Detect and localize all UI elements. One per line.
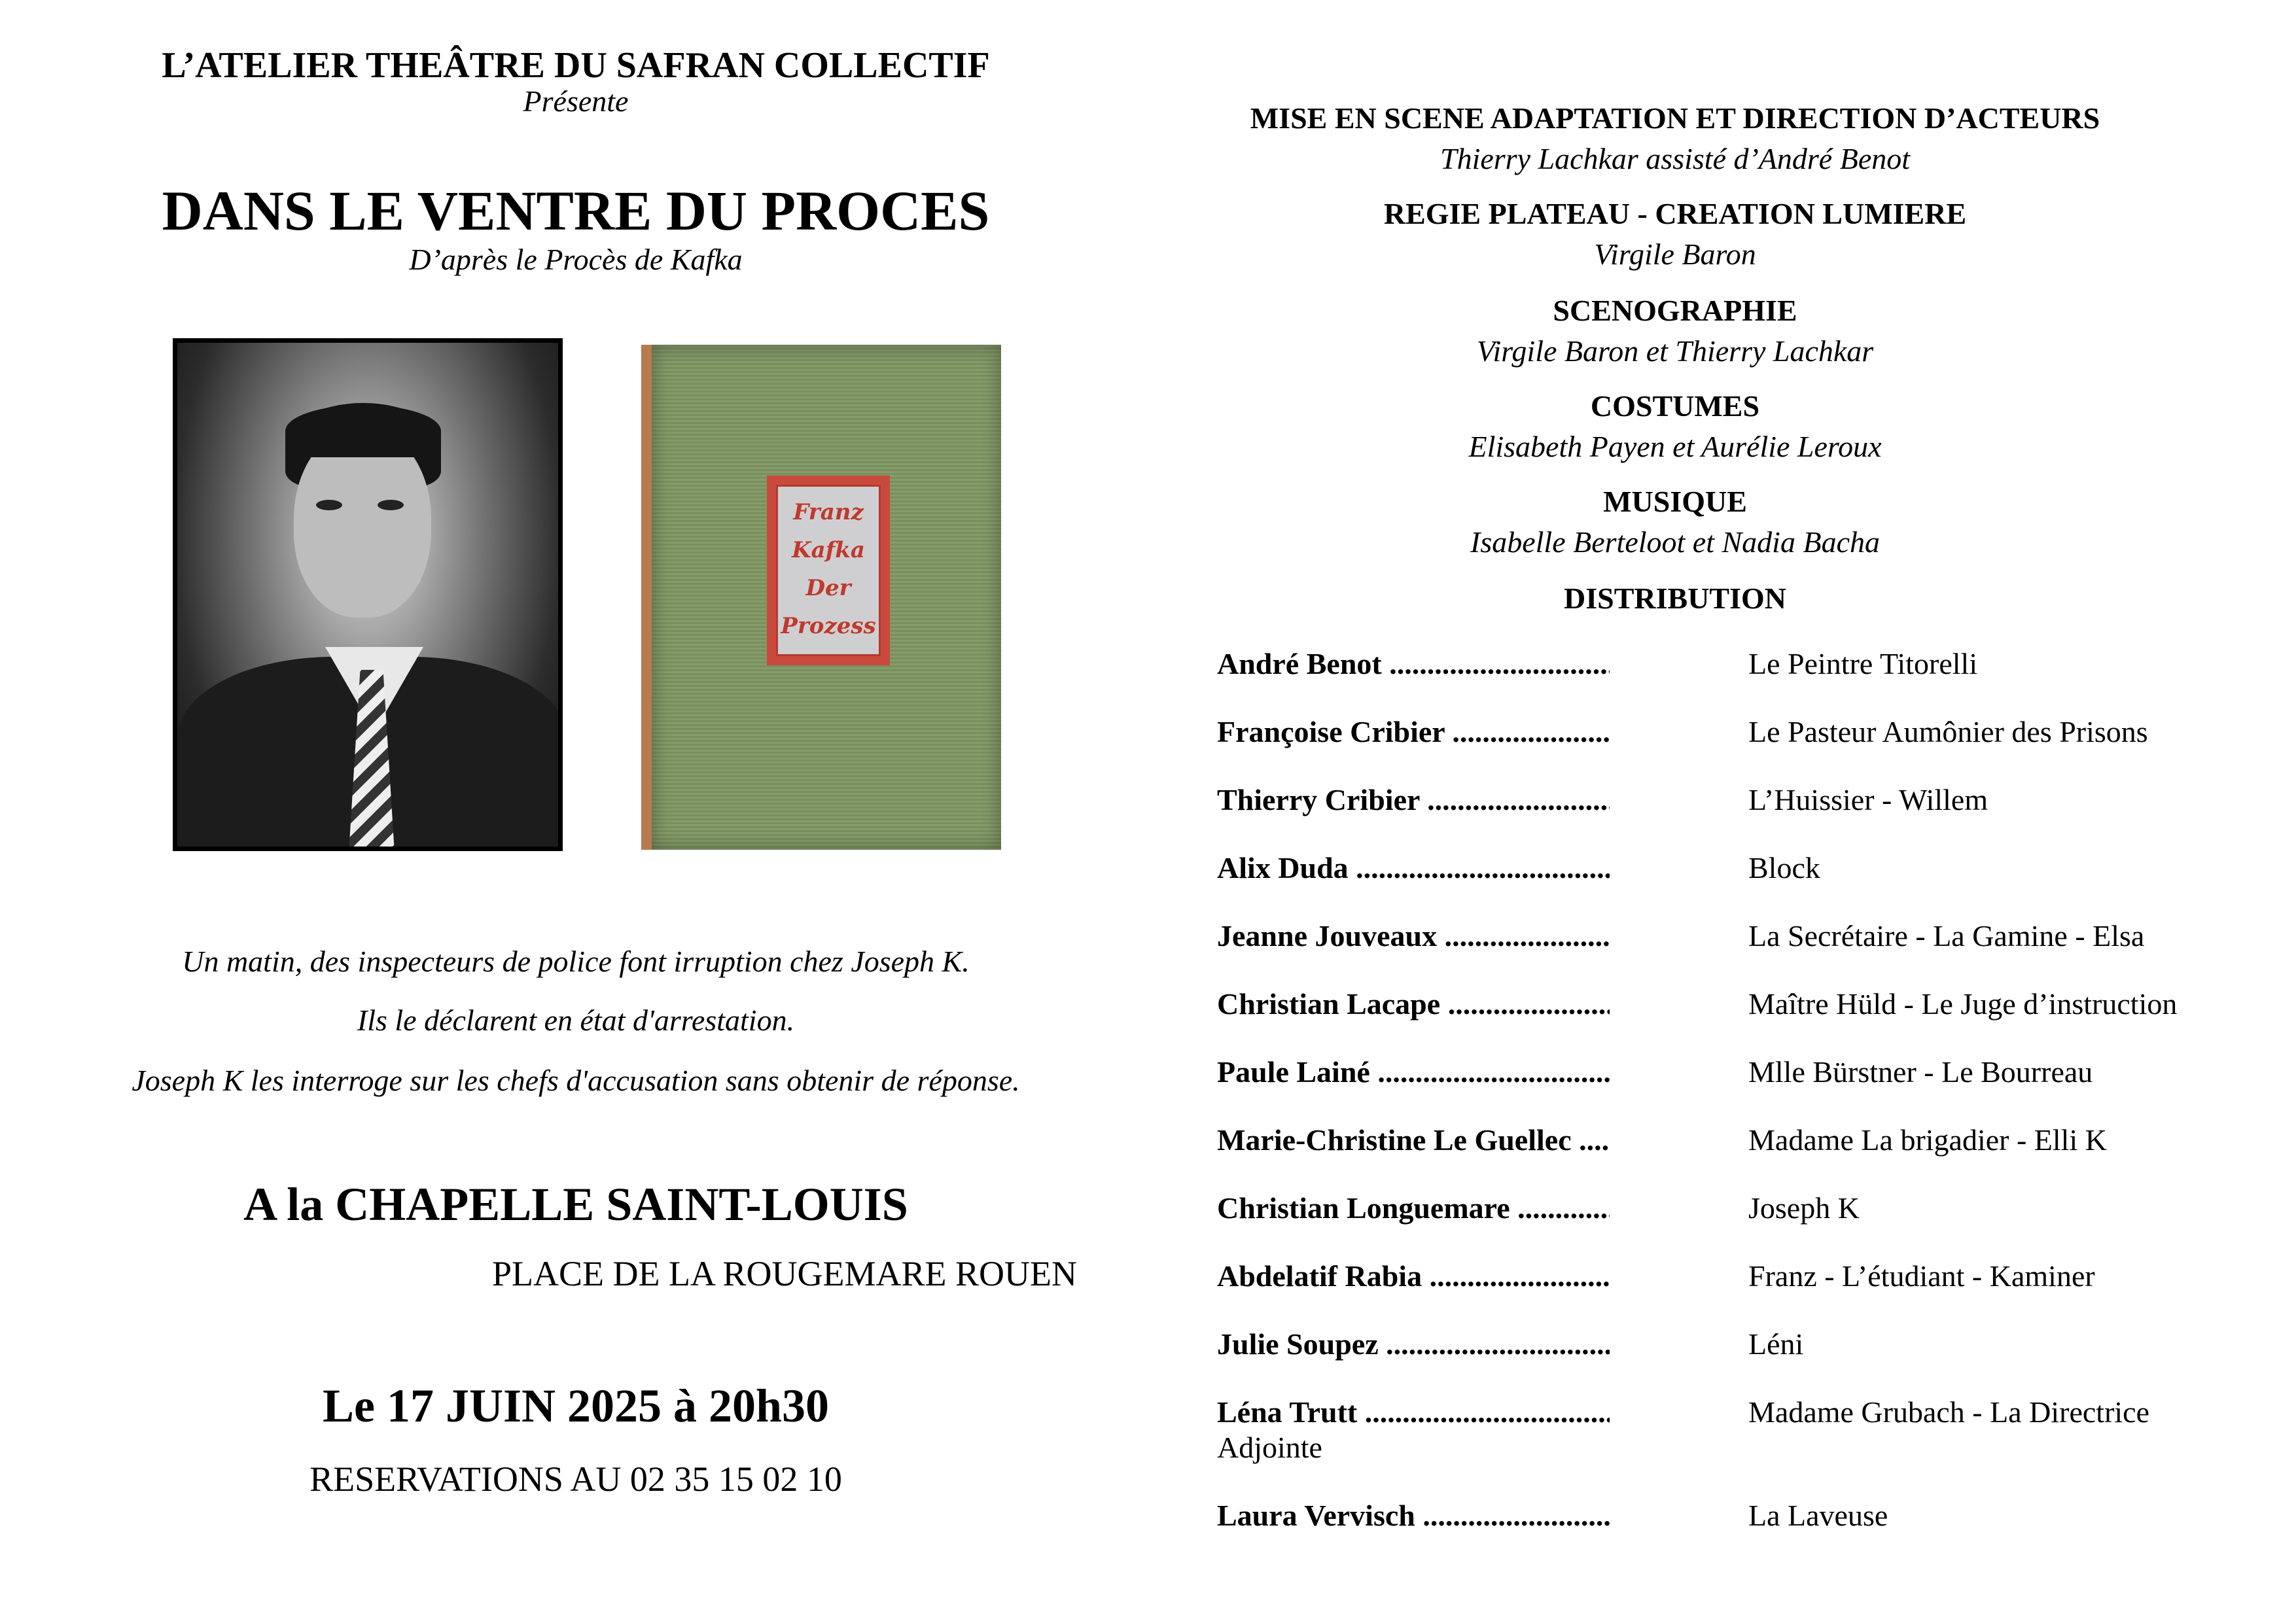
cast-role-continuation: Adjointe (1217, 1431, 1322, 1464)
synopsis-line: Un matin, des inspecteurs de police font irruption chez Joseph K. (182, 945, 970, 978)
cast-actor: Alix Duda ..... (1217, 850, 1610, 885)
credit-names: Isabelle Berteloot et Nadia Bacha (1470, 525, 1880, 559)
cast-role: Block (1748, 851, 1820, 884)
reservations-phone: RESERVATIONS AU 02 35 15 02 10 (309, 1459, 842, 1499)
cast-role: Léni (1748, 1327, 1804, 1361)
credit-names: Thierry Lachkar assisté d’André Benot (1439, 142, 1911, 175)
event-date: Le 17 JUIN 2025 à 20h30 (322, 1380, 830, 1432)
cast-role: Maître Hüld - Le Juge d’instruction (1748, 987, 2178, 1021)
book-label: Franz Kafka Der Prozess (767, 476, 890, 665)
presents-label: Présente (523, 84, 629, 118)
cast-actor: Thierry Cribier ..... (1217, 782, 1610, 817)
cast-role: La Laveuse (1748, 1499, 1888, 1532)
credit-heading: MUSIQUE (1603, 485, 1747, 518)
credit-heading: REGIE PLATEAU - CREATION LUMIERE (1383, 197, 1967, 230)
cast-role: Le Pasteur Aumônier des Prisons (1748, 715, 2148, 748)
cast-role: Madame La brigadier - Elli K (1748, 1123, 2107, 1157)
cast-actor: Laura Vervisch ..... (1217, 1498, 1610, 1533)
kafka-portrait-photo (173, 338, 563, 851)
credit-heading: SCENOGRAPHIE (1553, 294, 1797, 327)
cast-actor: Marie-Christine Le Guellec ..... (1217, 1123, 1610, 1157)
cast-role: L’Huissier - Willem (1748, 783, 1988, 816)
credit-names: Elisabeth Payen et Aurélie Leroux (1468, 430, 1882, 463)
synopsis-line: Ils le déclarent en état d'arrestation. (357, 1003, 795, 1037)
credit-names: Virgile Baron et Thierry Lachkar (1476, 334, 1874, 368)
synopsis-line: Joseph K les interroge sur les chefs d'accusation sans obtenir de réponse. (132, 1064, 1020, 1097)
der-prozess-book-cover (641, 345, 1001, 850)
play-title: DANS LE VENTRE DU PROCES (162, 179, 990, 242)
credit-heading: COSTUMES (1590, 389, 1760, 423)
cast-role: La Secrétaire - La Gamine - Elsa (1748, 919, 2145, 952)
cast-role: Franz - L’étudiant - Kaminer (1748, 1259, 2095, 1293)
cast-role: Mlle Bürstner - Le Bourreau (1748, 1055, 2093, 1089)
cast-actor: Jeanne Jouveaux ..... (1217, 918, 1610, 953)
cast-actor: Léna Trutt ..... (1217, 1395, 1610, 1429)
cast-actor: Julie Soupez ..... (1217, 1327, 1610, 1361)
cast-actor: Paule Lainé ..... (1217, 1055, 1610, 1089)
play-subtitle: D’après le Procès de Kafka (409, 243, 743, 276)
venue-name: A la CHAPELLE SAINT-LOUIS (243, 1178, 908, 1230)
cast-role: Le Peintre Titorelli (1748, 647, 1978, 680)
poster-right-panel (1178, 0, 2296, 1623)
cast-actor: Christian Lacape ..... (1217, 986, 1610, 1021)
credit-names: Virgile Baron (1594, 237, 1756, 271)
cast-actor: Françoise Cribier ..... (1217, 714, 1610, 749)
credit-heading: MISE EN SCENE ADAPTATION ET DIRECTION D’ACTEURS (1250, 101, 2100, 135)
cast-actor: Christian Longuemare ..... (1217, 1191, 1610, 1225)
distribution-heading: DISTRIBUTION (1564, 582, 1786, 615)
cast-role: Joseph K (1748, 1191, 1860, 1225)
cast-actor: Abdelatif Rabia ..... (1217, 1259, 1610, 1293)
cast-role: Madame Grubach - La Directrice (1748, 1395, 2150, 1429)
venue-address: PLACE DE LA ROUGEMARE ROUEN (492, 1254, 1078, 1293)
company-name: L’ATELIER THEÂTRE DU SAFRAN COLLECTIF (162, 45, 990, 86)
cast-actor: André Benot ..... (1217, 646, 1610, 681)
